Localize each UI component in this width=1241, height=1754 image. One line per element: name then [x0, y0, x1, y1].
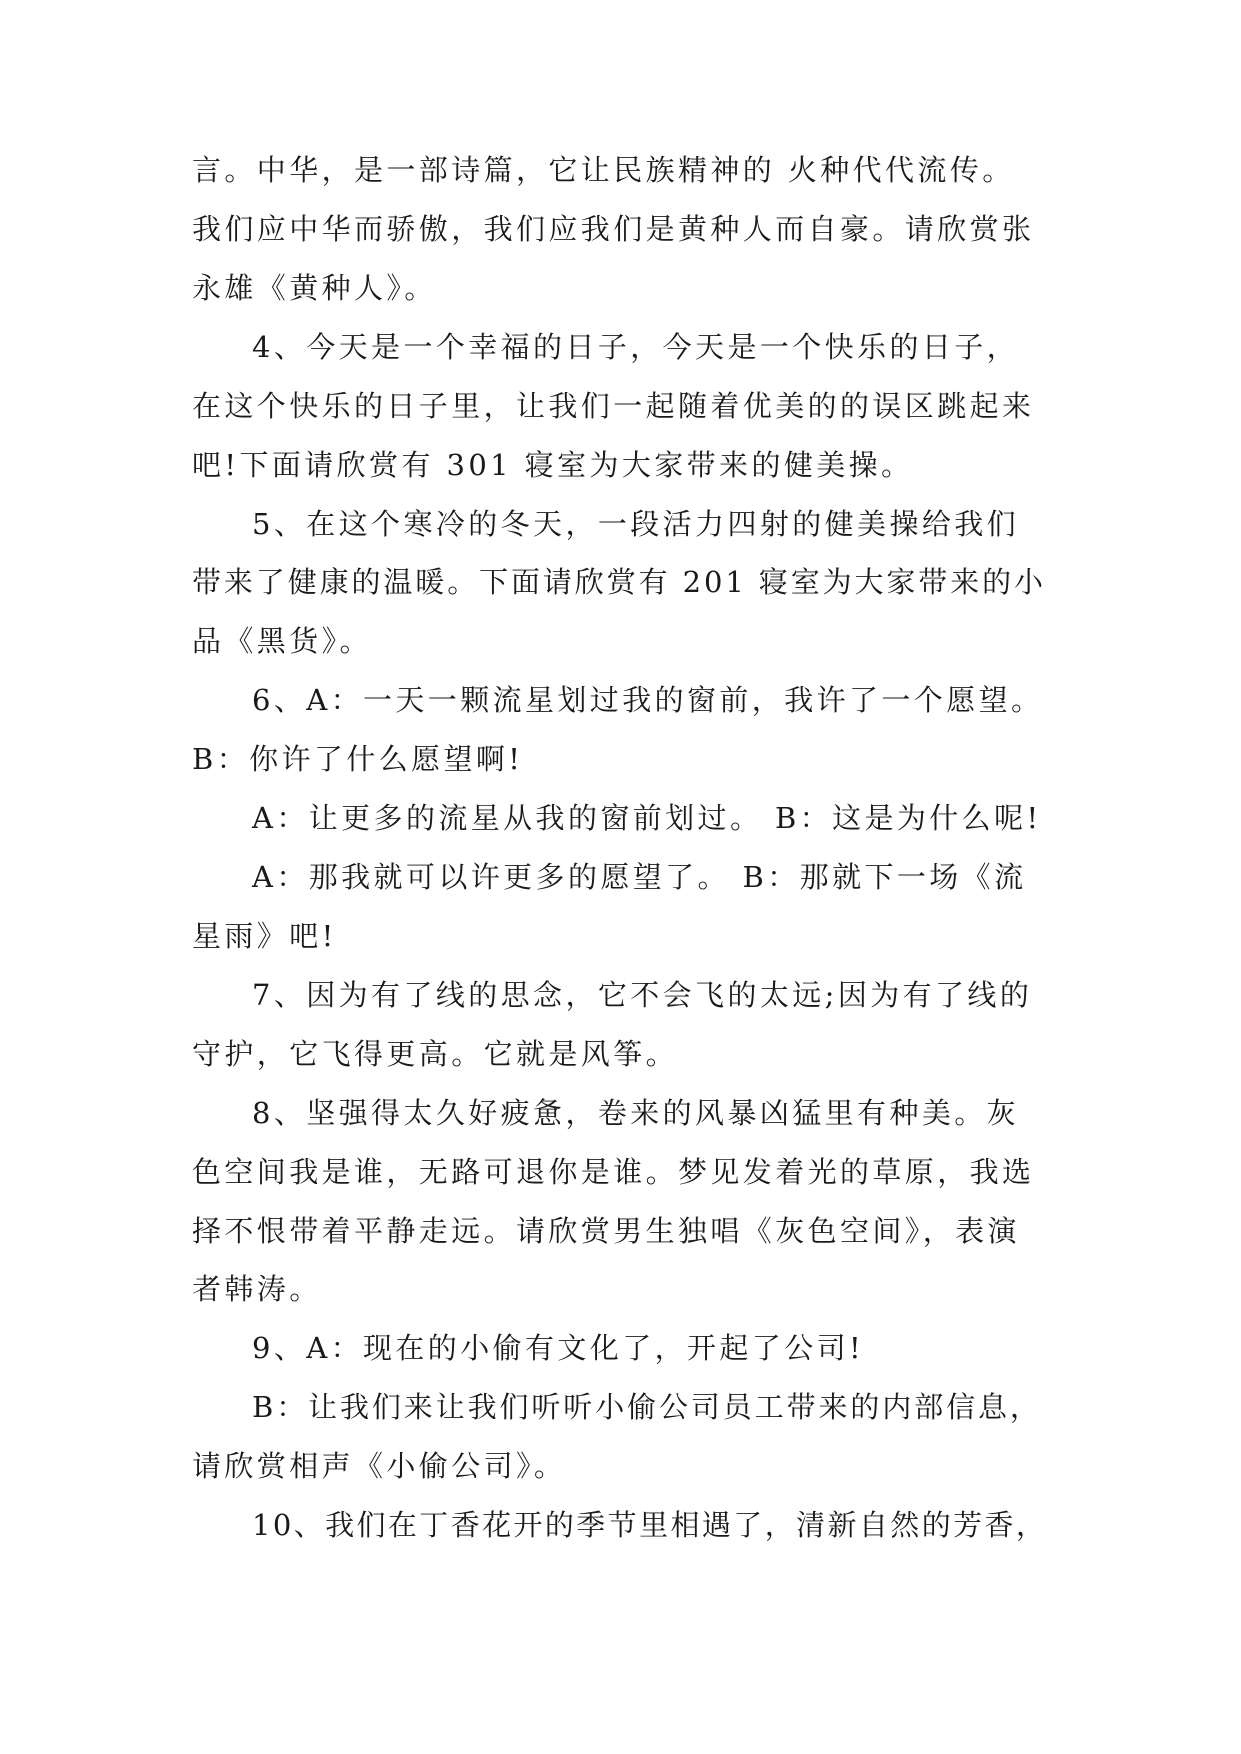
paragraph-start-line: 7、因为有了线的思念，它不会飞的太远;因为有了线的	[252, 978, 1033, 1012]
text-line: 择不恨带着平静走远。请欣赏男生独唱《灰色空间》，表演	[192, 1214, 1020, 1248]
paragraph-start-line: 10、我们在丁香花开的季节里相遇了，清新自然的芳香，	[252, 1508, 1048, 1542]
paragraph-start-line: B：让我们来让我们听听小偷公司员工带来的内部信息，	[252, 1390, 1042, 1424]
paragraph-start-line: A：那我就可以许更多的愿望了。 B：那就下一场《流	[252, 860, 1027, 894]
paragraph-start-line: 8、坚强得太久好疲惫，卷来的风暴凶猛里有种美。灰	[252, 1096, 1020, 1130]
paragraph-start-line: 5、在这个寒冷的冬天，一段活力四射的健美操给我们	[252, 507, 1020, 541]
text-line: 请欣赏相声《小偷公司》。	[192, 1449, 567, 1483]
text-line: B：你许了什么愿望啊!	[192, 742, 524, 776]
text-line: 守护，它飞得更高。它就是风筝。	[192, 1037, 679, 1071]
text-line: 者韩涛。	[192, 1272, 322, 1306]
text-line: 我们应中华而骄傲，我们应我们是黄种人而自豪。请欣赏张	[192, 212, 1035, 246]
text-line: 星雨》吧!	[192, 919, 337, 953]
text-line: 色空间我是谁，无路可退你是谁。梦见发着光的草原，我选	[192, 1155, 1035, 1189]
text-line: 在这个快乐的日子里，让我们一起随着优美的的误区跳起来	[192, 389, 1035, 423]
paragraph-start-line: A：让更多的流星从我的窗前划过。 B：这是为什么呢!	[252, 801, 1042, 835]
paragraph-start-line: 9、A：现在的小偷有文化了，开起了公司!	[252, 1331, 865, 1365]
text-line: 带来了健康的温暖。下面请欣赏有 201 寝室为大家带来的小	[192, 565, 1046, 599]
paragraph-start-line: 4、今天是一个幸福的日子，今天是一个快乐的日子，	[252, 330, 1020, 364]
text-line: 永雄《黄种人》。	[192, 271, 437, 305]
text-line: 品《黑货》。	[192, 624, 372, 658]
text-line: 吧!下面请欣赏有 301 寝室为大家带来的健美操。	[192, 448, 914, 482]
paragraph-start-line: 6、A：一天一颗流星划过我的窗前，我许了一个愿望。	[252, 683, 1044, 717]
text-line: 言。中华，是一部诗篇，它让民族精神的 火种代代流传。	[192, 153, 1015, 187]
